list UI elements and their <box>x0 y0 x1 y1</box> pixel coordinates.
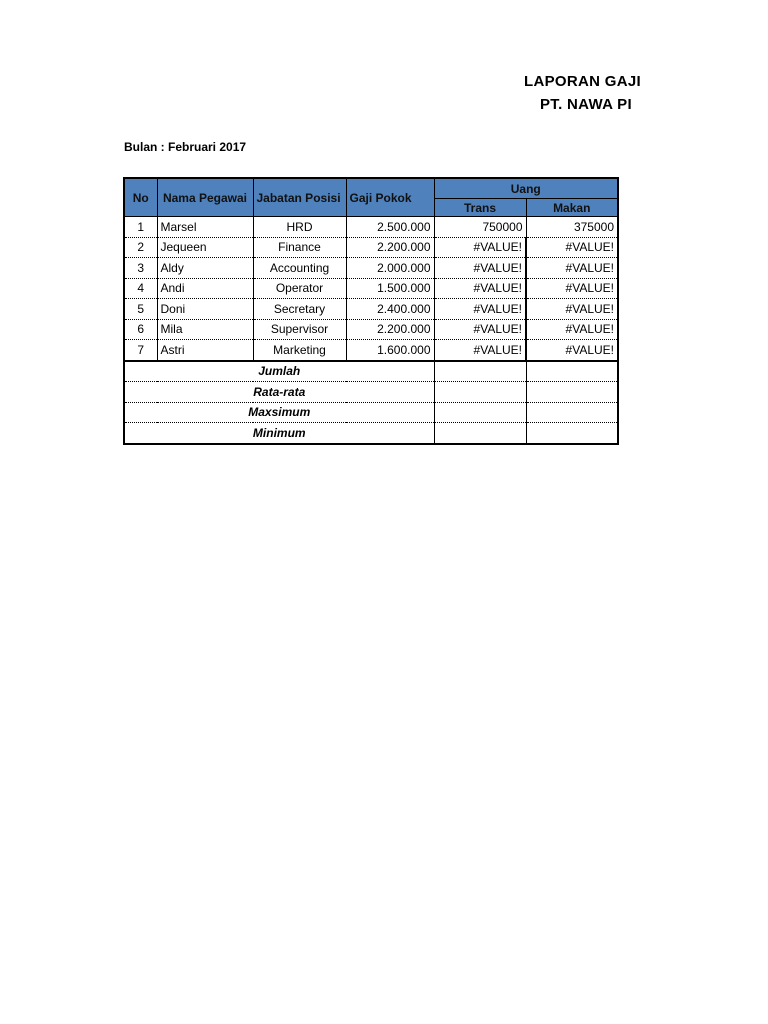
cell-makan: #VALUE! <box>526 299 618 320</box>
month-label: Bulan : Februari 2017 <box>124 140 247 154</box>
header-makan: Makan <box>526 199 618 217</box>
company-name: PT. NAWA PI <box>540 96 632 113</box>
summary-label-maxsimum: Maxsimum <box>124 402 434 423</box>
cell-nama: Aldy <box>157 258 253 279</box>
header-jabatan-posisi: Jabatan Posisi <box>253 178 346 217</box>
header-nama-pegawai: Nama Pegawai <box>157 178 253 217</box>
cell-no: 4 <box>124 278 157 299</box>
cell-nama: Doni <box>157 299 253 320</box>
header-trans: Trans <box>434 199 526 217</box>
salary-table <box>123 177 619 445</box>
cell-no: 7 <box>124 340 157 361</box>
cell-gaji: 2.000.000 <box>346 258 434 279</box>
cell-makan: #VALUE! <box>526 237 618 258</box>
summary-makan-jumlah <box>526 361 618 382</box>
summary-row-maxsimum <box>124 402 618 423</box>
cell-trans: #VALUE! <box>434 319 526 340</box>
cell-gaji: 2.500.000 <box>346 217 434 238</box>
cell-makan: #VALUE! <box>526 278 618 299</box>
header-uang: Uang <box>434 178 618 199</box>
summary-trans-minimum <box>434 423 526 444</box>
cell-nama: Jequeen <box>157 237 253 258</box>
cell-no: 6 <box>124 319 157 340</box>
cell-jabatan: Marketing <box>253 340 346 361</box>
summary-trans-maxsimum <box>434 402 526 423</box>
cell-no: 5 <box>124 299 157 320</box>
cell-nama: Astri <box>157 340 253 361</box>
summary-row-rata-rata <box>124 382 618 403</box>
cell-makan: #VALUE! <box>526 319 618 340</box>
cell-no: 1 <box>124 217 157 238</box>
cell-jabatan: Finance <box>253 237 346 258</box>
cell-makan: 375000 <box>526 217 618 238</box>
summary-makan-rata-rata <box>526 382 618 403</box>
table-row <box>124 237 618 258</box>
summary-label-rata-rata: Rata-rata <box>124 382 434 403</box>
cell-jabatan: Accounting <box>253 258 346 279</box>
table-row <box>124 258 618 279</box>
table-row <box>124 319 618 340</box>
summary-trans-jumlah <box>434 361 526 382</box>
summary-row-minimum <box>124 423 618 444</box>
cell-gaji: 2.400.000 <box>346 299 434 320</box>
summary-row-jumlah <box>124 361 618 382</box>
summary-makan-maxsimum <box>526 402 618 423</box>
header-no: No <box>124 178 157 217</box>
cell-trans: #VALUE! <box>434 299 526 320</box>
cell-trans: #VALUE! <box>434 258 526 279</box>
summary-label-jumlah: Jumlah <box>124 361 434 382</box>
table-row <box>124 299 618 320</box>
cell-nama: Andi <box>157 278 253 299</box>
cell-gaji: 2.200.000 <box>346 319 434 340</box>
summary-label-minimum: Minimum <box>124 423 434 444</box>
cell-gaji: 1.600.000 <box>346 340 434 361</box>
summary-trans-rata-rata <box>434 382 526 403</box>
report-title: LAPORAN GAJI <box>524 73 641 90</box>
cell-nama: Mila <box>157 319 253 340</box>
cell-gaji: 1.500.000 <box>346 278 434 299</box>
cell-jabatan: Supervisor <box>253 319 346 340</box>
cell-makan: #VALUE! <box>526 340 618 361</box>
cell-jabatan: HRD <box>253 217 346 238</box>
cell-gaji: 2.200.000 <box>346 237 434 258</box>
table-row <box>124 217 618 238</box>
cell-jabatan: Secretary <box>253 299 346 320</box>
cell-makan: #VALUE! <box>526 258 618 279</box>
cell-no: 2 <box>124 237 157 258</box>
cell-trans: #VALUE! <box>434 340 526 361</box>
summary-makan-minimum <box>526 423 618 444</box>
cell-no: 3 <box>124 258 157 279</box>
cell-jabatan: Operator <box>253 278 346 299</box>
cell-trans: #VALUE! <box>434 278 526 299</box>
cell-nama: Marsel <box>157 217 253 238</box>
header-gaji-pokok: Gaji Pokok <box>346 178 434 217</box>
table-row <box>124 278 618 299</box>
cell-trans: 750000 <box>434 217 526 238</box>
table-row <box>124 340 618 361</box>
cell-trans: #VALUE! <box>434 237 526 258</box>
